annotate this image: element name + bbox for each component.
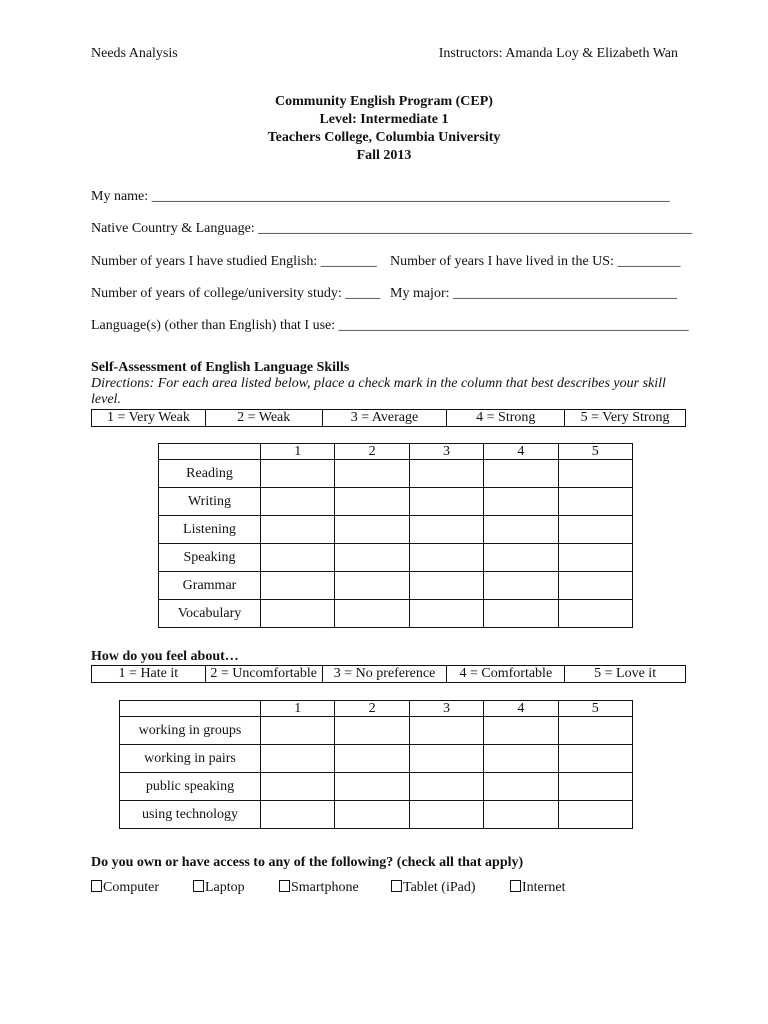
rating-cell[interactable] (558, 773, 632, 801)
term-title: Fall 2013 (356, 148, 412, 163)
feelings-rating-table (119, 700, 633, 829)
rating-cell[interactable] (558, 460, 632, 488)
rating-cell[interactable] (484, 600, 558, 628)
table-row (159, 516, 633, 544)
row-label: Grammar (159, 572, 261, 600)
other-languages-field[interactable]: Language(s) (other than English) that I use: __________________________________________________ (91, 318, 689, 333)
corner-cell (159, 444, 261, 460)
self-assessment-heading: Self-Assessment of English Language Skills (91, 360, 350, 375)
rating-cell[interactable] (484, 460, 558, 488)
rating-cell[interactable] (409, 460, 483, 488)
row-label: public speaking (120, 773, 261, 801)
checkbox-label: Internet (522, 880, 566, 895)
rating-cell[interactable] (335, 773, 409, 801)
level-title: Level: Intermediate 1 (319, 112, 449, 127)
rating-cell[interactable] (261, 544, 335, 572)
rating-cell[interactable] (409, 801, 483, 829)
rating-cell[interactable] (335, 600, 409, 628)
skill-scale-legend (91, 409, 686, 427)
rating-cell[interactable] (261, 572, 335, 600)
rating-cell[interactable] (409, 572, 483, 600)
rating-cell[interactable] (484, 801, 558, 829)
table-row (120, 773, 633, 801)
row-label: working in pairs (120, 745, 261, 773)
column-header: 1 (261, 701, 335, 717)
years-lived-field[interactable]: Number of years I have lived in the US: _________ (390, 254, 681, 269)
rating-cell[interactable] (409, 600, 483, 628)
skills-rating-table (158, 443, 633, 628)
rating-cell[interactable] (261, 745, 335, 773)
rating-cell[interactable] (261, 773, 335, 801)
feelings-heading: How do you feel about… (91, 649, 239, 664)
table-header-row (120, 701, 633, 717)
table-row (159, 572, 633, 600)
row-label: Writing (159, 488, 261, 516)
row-label: working in groups (120, 717, 261, 745)
table-row (159, 488, 633, 516)
rating-cell[interactable] (335, 544, 409, 572)
rating-cell[interactable] (261, 460, 335, 488)
rating-cell[interactable] (558, 801, 632, 829)
rating-cell[interactable] (558, 600, 632, 628)
table-row (120, 717, 633, 745)
rating-cell[interactable] (558, 572, 632, 600)
rating-cell[interactable] (335, 745, 409, 773)
column-header: 5 (558, 444, 632, 460)
row-label: Vocabulary (159, 600, 261, 628)
scale-cell: 4 = Comfortable (447, 666, 565, 683)
rating-cell[interactable] (261, 516, 335, 544)
rating-cell[interactable] (558, 717, 632, 745)
rating-cell[interactable] (409, 773, 483, 801)
rating-cell[interactable] (484, 516, 558, 544)
rating-cell[interactable] (409, 516, 483, 544)
years-studied-field[interactable]: Number of years I have studied English: ________ (91, 254, 377, 269)
checkbox-label: Tablet (iPad) (403, 880, 476, 895)
checkbox-tablet[interactable] (391, 880, 476, 896)
column-header: 4 (484, 701, 558, 717)
column-header: 5 (558, 701, 632, 717)
rating-cell[interactable] (558, 745, 632, 773)
row-label: Reading (159, 460, 261, 488)
scale-cell: 3 = Average (322, 410, 447, 427)
checkbox-smartphone[interactable] (279, 880, 359, 896)
scale-cell: 3 = No preference (322, 666, 447, 683)
rating-cell[interactable] (261, 488, 335, 516)
rating-cell[interactable] (409, 544, 483, 572)
feelings-scale-legend (91, 665, 686, 683)
scale-cell: 2 = Uncomfortable (205, 666, 322, 683)
rating-cell[interactable] (484, 773, 558, 801)
rating-cell[interactable] (335, 460, 409, 488)
header-left: Needs Analysis (91, 46, 178, 61)
checkbox-internet[interactable] (510, 880, 566, 896)
title-block (0, 93, 768, 165)
program-title: Community English Program (CEP) (275, 94, 493, 109)
scale-cell: 4 = Strong (447, 410, 565, 427)
row-label: Listening (159, 516, 261, 544)
column-header: 2 (335, 444, 409, 460)
country-language-field[interactable]: Native Country & Language: ______________________________________________________________ (91, 221, 693, 236)
devices-heading: Do you own or have access to any of the following? (check all that apply) (91, 855, 524, 870)
column-header: 3 (409, 701, 483, 717)
rating-cell[interactable] (558, 488, 632, 516)
scale-cell: 1 = Very Weak (92, 410, 206, 427)
column-header: 1 (261, 444, 335, 460)
rating-cell[interactable] (409, 488, 483, 516)
rating-cell[interactable] (558, 544, 632, 572)
row-label: Speaking (159, 544, 261, 572)
corner-cell (120, 701, 261, 717)
checkbox-computer[interactable] (91, 880, 159, 896)
rating-cell[interactable] (261, 717, 335, 745)
rating-cell[interactable] (409, 717, 483, 745)
checkbox-label: Laptop (205, 880, 245, 895)
rating-cell[interactable] (335, 801, 409, 829)
scale-cell: 1 = Hate it (92, 666, 206, 683)
column-header: 3 (409, 444, 483, 460)
table-row (159, 544, 633, 572)
header-right: Instructors: Amanda Loy & Elizabeth Wan (438, 46, 678, 61)
checkbox-label: Computer (103, 880, 159, 895)
checkbox-laptop[interactable] (193, 880, 245, 896)
table-header-row (159, 444, 633, 460)
rating-cell[interactable] (261, 801, 335, 829)
row-label: using technology (120, 801, 261, 829)
name-field[interactable]: My name: __________________________________________________________________________ (91, 189, 670, 204)
checkbox-icon[interactable] (193, 880, 204, 892)
rating-cell[interactable] (409, 745, 483, 773)
rating-cell[interactable] (261, 600, 335, 628)
rating-cell[interactable] (335, 717, 409, 745)
scale-cell: 5 = Love it (565, 666, 686, 683)
rating-cell[interactable] (335, 516, 409, 544)
checkbox-label: Smartphone (291, 880, 359, 895)
college-years-field[interactable]: Number of years of college/university study: _____ (91, 286, 381, 301)
rating-cell[interactable] (484, 544, 558, 572)
rating-cell[interactable] (484, 488, 558, 516)
checkbox-icon[interactable] (391, 880, 402, 892)
self-assessment-directions: Directions: For each area listed below, place a check mark in the column that best describes your skill level. (91, 376, 666, 407)
rating-cell[interactable] (484, 717, 558, 745)
scale-cell: 5 = Very Strong (565, 410, 686, 427)
checkbox-icon[interactable] (510, 880, 521, 892)
rating-cell[interactable] (484, 572, 558, 600)
column-header: 4 (484, 444, 558, 460)
rating-cell[interactable] (558, 516, 632, 544)
column-header: 2 (335, 701, 409, 717)
rating-cell[interactable] (335, 572, 409, 600)
major-field[interactable]: My major: ________________________________ (390, 286, 677, 301)
table-row (159, 460, 633, 488)
rating-cell[interactable] (484, 745, 558, 773)
checkbox-icon[interactable] (279, 880, 290, 892)
rating-cell[interactable] (335, 488, 409, 516)
checkbox-icon[interactable] (91, 880, 102, 892)
institution-title: Teachers College, Columbia University (267, 130, 501, 145)
table-row (120, 745, 633, 773)
table-row (120, 801, 633, 829)
scale-cell: 2 = Weak (205, 410, 322, 427)
table-row (159, 600, 633, 628)
